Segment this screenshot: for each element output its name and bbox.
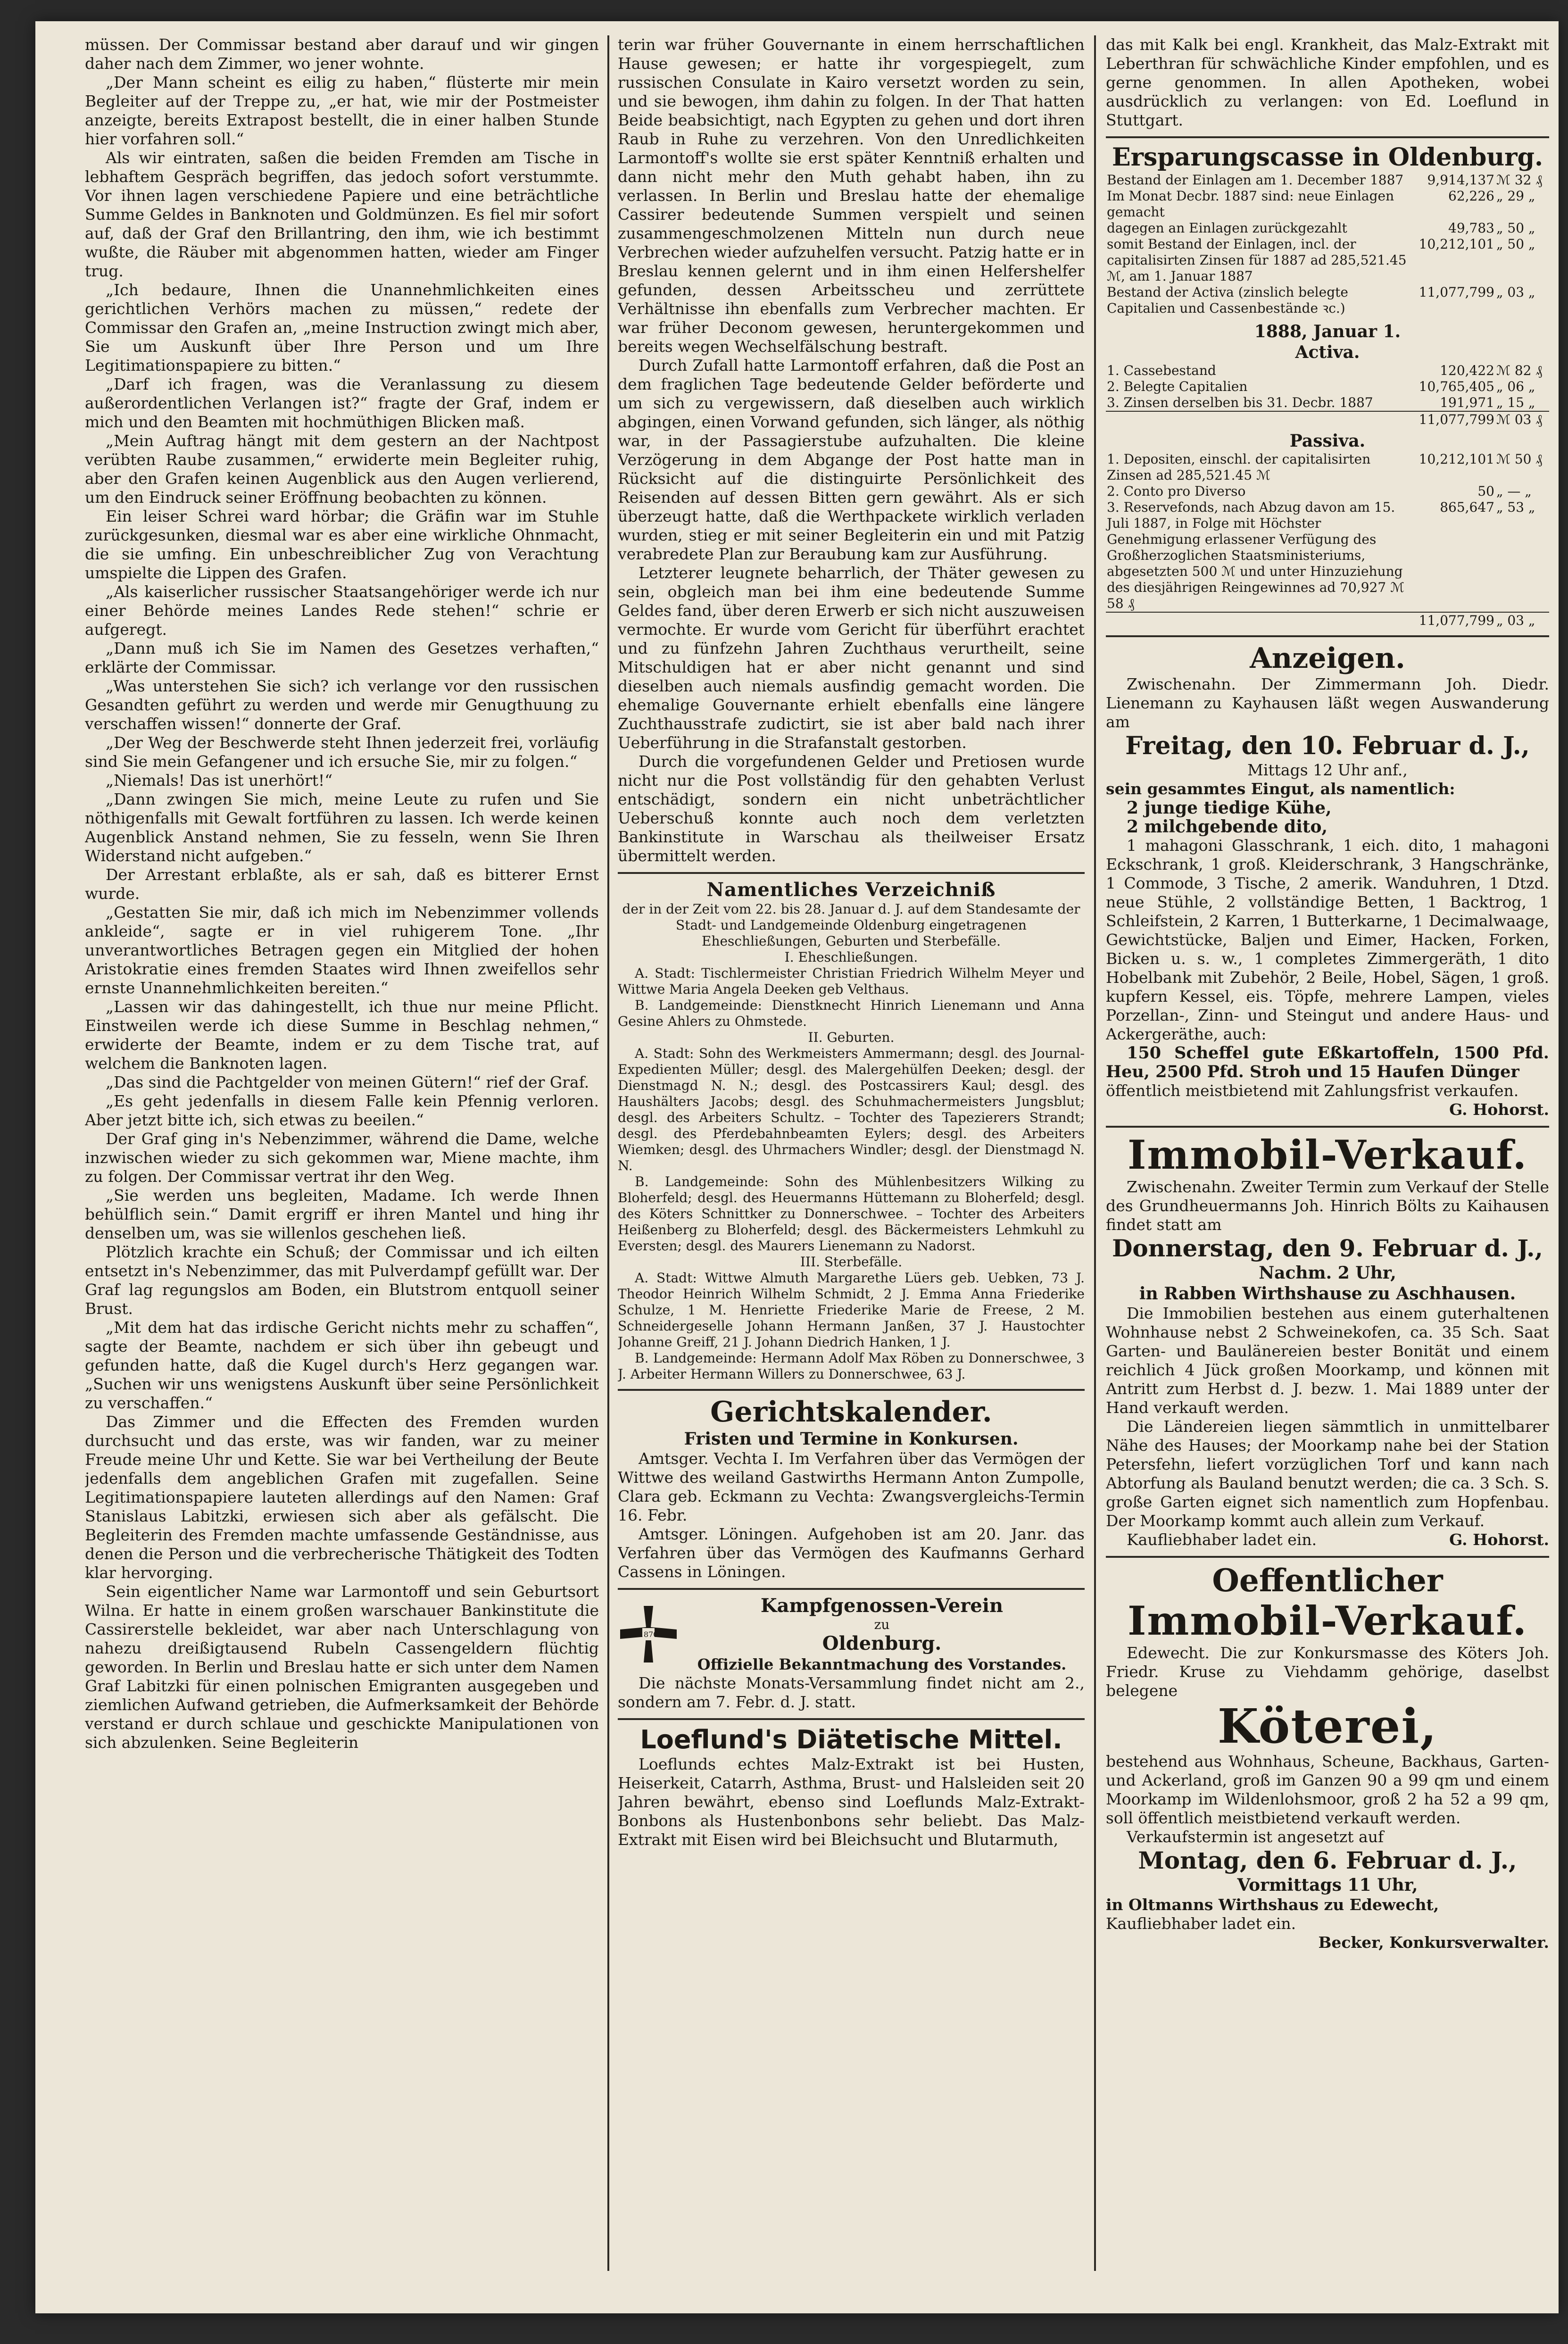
property-sale-signature: G. Hohorst. <box>1449 1530 1549 1549</box>
public-heading: Oeffentlicher <box>1212 1562 1443 1599</box>
property-description: bestehend aus Wohnhaus, Scheune, Backhaus, Garten- und Ackerland, groß im Ganzen 90 a 99 qm und einem Moorkamp im Wildenlohsmoor, groß 2 ha 52 a 99 qm, soll öffentlich meistbietend verkauft werden. <box>1106 1752 1549 1827</box>
story-paragraph: Ein leiser Schrei ward hörbar; die Gräfin war im Stuhle zurückgesunken, diesmal war es aber eine wirkliche Ohnmacht, die sie umfing. Ein unbeschreiblicher Zug von Verachtung umspielte die Lippen des Grafen. <box>85 507 599 582</box>
finance-label: 3. Reservefonds, nach Abzug davon am 15. Juli 1887, in Folge mit Höchster Genehmigung erlassener Verfügung des Großherzoglichen Staatsministeriums, abgesetzten 500 ℳ und unter Hinzuziehung des diesjährigen Reingewinnes ad 70,927 ℳ 58 ₰ <box>1107 499 1405 611</box>
property-sale-place: in Rabben Wirthshause zu Aschhausen. <box>1139 1284 1516 1304</box>
finance-unit: ℳ 50 ₰ <box>1496 451 1543 467</box>
koeterei-heading: Köterei, <box>1217 1698 1438 1754</box>
register-entry: A. Stadt: Tischlermeister Christian Friedrich Wilhelm Meyer und Wittwe Maria Angela Deeken geb Velthaus. <box>618 965 1085 997</box>
register-section-deaths: III. Sterbefälle. <box>800 1254 903 1270</box>
finance-label: 2. Belegte Capitalien <box>1107 379 1248 394</box>
story-paragraph: Letzterer leugnete beharrlich, der Thäter gewesen zu sein, obgleich man bei ihm eine bedeutende Summe Geldes fand, über deren Erwerb er sich nicht auszuweisen vermochte. Er wurde vom Gericht für überführt erachtet und zu fünfzehn Jahren Zuchthaus verurtheilt, seine Mitschuldigen hat er aber nicht genannt und sind dieselben auch niemals ausfindig gemacht worden. Die ehemalige Gouvernante erhielt ebenfalls eine längere Zuchthausstrafe zudictirt, sie ist aber bald nach ihrer Ueberführung in die Strafanstalt gestorben. <box>618 564 1085 752</box>
finance-label: dagegen an Einlagen zurückgezahlt <box>1107 220 1347 236</box>
finance-amount: 50 <box>1477 483 1494 499</box>
sale-invite-2: Kaufliebhaber ladet ein. <box>1106 1914 1296 1933</box>
finance-row <box>1106 284 1549 316</box>
register-entry: B. Landgemeinde: Hermann Adolf Max Röben zu Donnerschwee, 3 J. Arbeiter Hermann Willers zu Donnerschwee, 63 J. <box>618 1350 1085 1382</box>
story-paragraph: müssen. Der Commissar bestand aber darauf und wir gingen daher nach dem Zimmer, wo jener wohnte. <box>85 35 599 73</box>
story-paragraph: „Dann muß ich Sie im Namen des Gesetzes verhaften,“ erklärte der Commissar. <box>85 639 599 676</box>
register-entry: B. Landgemeinde: Dienstknecht Hinrich Lienemann und Anna Gesine Ahlers zu Ohmstede. <box>618 997 1085 1029</box>
court-entry: Amtsger. Löningen. Aufgehoben ist am 20. Janr. das Verfahren über das Vermögen des Kaufmanns Gerhard Cassens in Löningen. <box>618 1525 1085 1581</box>
veterans-title: Kampfgenossen-Verein <box>760 1595 1004 1617</box>
story-paragraph: „Ich bedaure, Ihnen die Unannehmlichkeiten eines gerichtlichen Verhörs machen zu müssen,“ redete der Commissar den Grafen an, „meine Instruction zwingt mich aber, Sie um Auskunft über Ihre Person und um Ihre Legitimationspapiere zu bitten.“ <box>85 281 599 374</box>
court-entry: Amtsger. Vechta I. Im Verfahren über das Vermögen der Wittwe des weiland Gastwirths Hermann Anton Zumpolle, Clara geb. Eckmann zu Vechta: Zwangsvergleichs-Termin 16. Febr. <box>618 1449 1085 1524</box>
finance-amount: 10,765,405 <box>1419 379 1494 394</box>
column-rule <box>607 35 609 2271</box>
story-paragraph: „Mit dem hat das irdische Gericht nichts mehr zu schaffen“, sagte der Beamte, nachdem er sich über ihn gebeugt und gefunden hatte, daß die Kugel durch's Herz gegangen war. „Suchen wir uns wenigstens Auskunft über seine Persönlichkeit zu verschaffen.“ <box>85 1318 599 1412</box>
finance-unit: „ 06 „ <box>1496 379 1535 394</box>
civil-register-notice <box>618 879 1085 1382</box>
finance-label: somit Bestand der Einlagen, incl. der capitalisirten Zinsen für 1887 ad 285,521.45 ℳ, am 1. Januar 1887 <box>1107 236 1407 284</box>
court-calendar-title: Gerichtskalender. <box>710 1396 992 1429</box>
story-paragraph: Durch Zufall hatte Larmontoff erfahren, daß die Post an dem fraglichen Tage bedeutende Gelder beförderte und um sich zu vergewissern, daß dieselben auch wirklich abgingen, einen Vorwand gefunden, sich länger, als nöthig war, in der Passagierstube aufzuhalten. Die kleine Verzögerung in dem Abgange der Post hatte man in Rücksicht auf die distinguirte Persönlichkeit des Reisenden auf dessen Bitten gern gewährt. Als er sich überzeugt hatte, daß die Werthpackete wirklich verladen wurden, stieg er mit seiner Begleiterin ein und mit Patzig verabredete Plan zur Beraubung kam zur Ausführung. <box>618 356 1085 563</box>
finance-amount: 120,422 <box>1440 363 1494 378</box>
property-sale-text: Die Immobilien bestehen aus einem guterhaltenen Wohnhause nebst 2 Schweinekofen, ca. 35 Sch. Saat Garten- und Baulänereien bester Bonität und einem reichlich 4 Jück großen Moorkamp, und können mit Antritt zum Herbst d. J. bezw. 1. Mai 1889 unter der Hand verkauft werden. <box>1106 1304 1549 1417</box>
sale-signature-2: Becker, Konkursverwalter. <box>1318 1933 1549 1952</box>
column-story-part1 <box>85 35 599 2261</box>
finance-unit: „ 15 „ <box>1496 395 1535 410</box>
finance-row <box>1106 612 1549 629</box>
story-continuation <box>618 35 1085 865</box>
auction-date: Freitag, den 10. Februar d. J., <box>1125 731 1530 760</box>
finance-amount: 11,077,799 <box>1419 412 1494 427</box>
finance-amount: 865,647 <box>1440 499 1494 515</box>
auction-list: 1 mahagoni Glasschrank, 1 eich. dito, 1 mahagoni Eckschrank, 1 groß. Kleiderschrank, 3 Hangschränke, 1 Commode, 3 Tische, 2 amerik. Wanduhren, 1 Dtzd. neue Stühle, 2 vollständige Betten, 1 Backtrog, 1 Schleifstein, 2 Karren, 1 Butterkarne, 1 Decimalwaage, Gewichtstücke, Baljen und Eimer, Hacken, Forken, Bicken u. s. w., 1 completes Zimmergeräth, 1 dito Hobelbank mit Zubehör, 2 Beile, Hobel, Sägen, 1 groß. kupfern Kessel, eis. Töpfe, mehrere Lampen, vieles Porzellan-, Zinn- und Steingut und andere Haus- und Ackergeräthe, auch: <box>1106 836 1549 1043</box>
finance-label: 1. Depositen, einschl. der capitalisirten Zinsen ad 285,521.45 ℳ <box>1107 451 1371 483</box>
story-paragraph: Durch die vorgefundenen Gelder und Pretiosen wurde nicht nur die Post vollständig für den gehabten Verlust entschädigt, sondern ein nicht unbeträchtlicher Ueberschuß konnte auch noch dem verletzten Bankinstitute in Warschau als theilweiser Ersatz übermittelt werden. <box>618 752 1085 865</box>
property-sale-invite: Kaufliebhaber ladet ein. <box>1127 1530 1317 1549</box>
savings-bank-statement <box>1106 143 1549 629</box>
finance-unit: ℳ 82 ₰ <box>1496 363 1543 378</box>
register-entry: A. Stadt: Wittwe Almuth Margarethe Lüers geb. Uebken, 73 J. Theodor Heinrich Wilhelm Schmidt, 2 J. Emma Anna Friederike Schulze, 1 M. Henriette Friederike Marie de Freese, 2 M. Schneidergeselle Johann Hermann Janßen, 37 J. Haustochter Johanne Greiff, 21 J. Johann Diedrich Hanken, 1 J. <box>618 1270 1085 1350</box>
auction-intro: Zwischenahn. Der Zimmermann Joh. Diedr. Lienemann zu Kayhausen läßt wegen Auswanderung am <box>1106 675 1549 731</box>
finance-row <box>1106 363 1549 379</box>
finance-unit: „ 53 „ <box>1496 499 1535 515</box>
register-intro: der in der Zeit vom 22. bis 28. Januar d. J. auf dem Standesamte der Stadt- und Landgemeinde Oldenburg eingetragenen Eheschließungen, Geburten und Sterbefälle. <box>622 901 1080 949</box>
story-paragraph: „Der Mann scheint es eilig zu haben,“ flüsterte mir mein Begleiter auf der Treppe zu, „er hat, wie mir der Postmeister anzeigte, bereits Extrapost bestellt, die in einer halben Stunde hier vorfahren soll.“ <box>85 73 599 148</box>
finance-unit: „ 03 „ <box>1496 284 1535 300</box>
story-paragraph: Als wir eintraten, saßen die beiden Fremden am Tische in lebhaftem Gespräch begriffen, das jedoch sofort verstummte. Vor ihnen lagen verschiedene Papiere und eine beträchtliche Summe Geldes in Banknoten und Goldmünzen. Es fiel mir sofort auf, daß der Graf den Brillantring, den ihm, wie ich bestimmt wußte, die Räuber mit abgenommen hatten, wieder am Finger trug. <box>85 149 599 280</box>
finance-row <box>1106 236 1549 284</box>
story-paragraph: „Dann zwingen Sie mich, meine Leute zu rufen und Sie nöthigenfalls mit Gewalt fortführen zu lassen. Ich werde keinen Augenblick Anstand nehmen, Sie zu fesseln, wenn Sie Ihren Widerstand nicht aufgeben.“ <box>85 790 599 865</box>
finance-amount: 10,212,101 <box>1419 451 1494 467</box>
register-section-marriages: I. Eheschließungen. <box>784 949 918 965</box>
finance-label: 1. Cassebestand <box>1107 363 1216 378</box>
story-paragraph: „Gestatten Sie mir, daß ich mich im Nebenzimmer vollends ankleide“, sagte er in viel ruhigerem Tone. „Ihr unverantwortliches Betragen gegen ein Mitglied der hohen Aristokratie eines fremden Staates wird Ihnen zweifellos sehr ernste Unannehmlichkeiten bereiten.“ <box>85 903 599 997</box>
finance-amount: 49,783 <box>1448 220 1494 236</box>
story-paragraph: Sein eigentlicher Name war Larmontoff und sein Geburtsort Wilna. Er hatte in einem großen warschauer Bankinstitute die Cassirerstelle bekleidet, war aber nach Unterschlagung von nahezu dreißigtausend Rubeln Cassengeldern flüchtig geworden. In Berlin und Breslau hatte er sich unter dem Namen Graf Labitzki für einen polnischen Emigranten ausgegeben und ziemlichen Aufwand getrieben, die Aufmerksamkeit der Behörde verstand er durch schlaue und geschickte Manipulationen von sich abzulenken. Seine Begleiterin <box>85 1582 599 1752</box>
register-entry: A. Stadt: Sohn des Werkmeisters Ammermann; desgl. des Journal-Expedienten Müller; desgl. des Malergehülfen Deeken; desgl. der Dienstmagd N. N.; desgl. des Postcassirers Kaul; desgl. des Haushälters Jacobs; desgl. des Schuhmachermeisters Jungsblut; desgl. des Arbeiters Schultz. – Tochter des Tapezierers Strandt; desgl. des Pferdebahnbeamten Eylers; desgl. des Arbeiters Wiemken; desgl. des Uhrmachers Windler; desgl. der Dienstmagd N. N. <box>618 1046 1085 1173</box>
veterans-subtitle: Offizielle Bekanntmachung des Vorstandes. <box>697 1655 1067 1673</box>
story-paragraph: Plötzlich krachte ein Schuß; der Commissar und ich eilten entsetzt in's Nebenzimmer, das mit Pulverdampf gefüllt war. Der Graf lag regungslos am Boden, ein Blutstrom entquoll seiner Brust. <box>85 1243 599 1318</box>
finance-row <box>1106 395 1549 411</box>
sale-time-2: Vormittags 11 Uhr, <box>1237 1875 1418 1895</box>
finance-amount: 62,226 <box>1448 188 1494 204</box>
auction-end: öffentlich meistbietend mit Zahlungsfrist verkaufen. <box>1106 1081 1519 1100</box>
story-paragraph: „Das sind die Pachtgelder von meinen Gütern!“ rief der Graf. <box>106 1073 589 1091</box>
finance-row <box>1106 379 1549 395</box>
sale-date-2: Montag, den 6. Februar d. J., <box>1138 1846 1517 1874</box>
property-sale-notice-2 <box>1106 1563 1549 1952</box>
finance-unit: „ 03 „ <box>1496 613 1535 628</box>
court-calendar <box>618 1396 1085 1581</box>
finance-label <box>1106 612 1418 629</box>
story-paragraph: „Lassen wir das dahingestellt, ich thue nur meine Pflicht. Einstweilen werde ich diese Summe in Beschlag nehmen,“ erwiderte der Beamte, indem er zu dem Tische trat, auf welchem die Banknoten lagen. <box>85 997 599 1072</box>
auction-signature: G. Hohorst. <box>1449 1100 1549 1119</box>
loeflund-advert <box>618 1725 1085 1849</box>
loeflund-continued: das mit Kalk bei engl. Krankheit, das Malz-Extrakt mit Leberthran für schwächliche Kinder empfohlen, und es gerne genommen. In allen Apotheken, wobei ausdrücklich zu verlangen: von Ed. Loeflund in Stuttgart. <box>1106 35 1549 129</box>
passiva-heading: Passiva. <box>1289 431 1366 451</box>
savings-bank-title: Ersparungscasse in Oldenburg. <box>1112 143 1543 172</box>
property-sale-text: Die Ländereien liegen sämmtlich in unmittelbarer Nähe des Hauses; der Moorkamp nahe bei der Station Petersfehn, liefert vorzüglichen Torf und kann nach Abtorfung als Bauland benutzt werden; die ca. 3 Sch. S. große Garten eignet sich namentlich zum Hopfenbau. Der Moorkamp kommt auch allein zum Verkauf. <box>1106 1417 1549 1530</box>
property-sale-title: Immobil-Verkauf. <box>1128 1131 1527 1178</box>
story-paragraph: „Was unterstehen Sie sich? ich verlange vor den russischen Gesandten geführt zu werden und werde mir Genugthuung zu verschaffen wissen!“ donnerte der Graf. <box>85 677 599 733</box>
story-paragraph: Das Zimmer und die Effecten des Fremden wurden durchsucht und das erste, was wir fanden, war zu meiner Freude meine Uhr und Kette. Sie war bei Vertheilung der Beute jedenfalls dem angeblichen Grafen mit zugefallen. Seine Legitimationspapiere lauteten allerdings auf den Namen: Graf Stanislaus Labitzki, erwiesen sich aber als gefälscht. Die Begleiterin des Fremden machte umfassende Geständnisse, aus denen die Person und die verbrecherische Thätigkeit des Todten klar hervorging. <box>85 1413 599 1582</box>
story-paragraph: „Sie werden uns begleiten, Madame. Ich werde Ihnen behülflich sein.“ Damit ergriff er ihren Mantel und hing ihr denselben um, was sie willenlos geschehen ließ. <box>85 1186 599 1242</box>
svg-text:1870: 1870 <box>639 1630 658 1639</box>
auction-notice <box>1106 642 1549 1119</box>
finance-amount: 10,212,101 <box>1419 236 1494 252</box>
finance-unit: „ 29 „ <box>1496 188 1535 204</box>
finance-unit: ℳ 32 ₰ <box>1496 172 1543 188</box>
finance-label: 3. Zinsen derselben bis 31. Decbr. 1887 <box>1107 395 1373 410</box>
finance-label: Bestand der Activa (zinslich belegte Capitalien und Cassenbestände ꝛc.) <box>1107 284 1348 316</box>
loeflund-title: Loeflund's Diätetische Mittel. <box>640 1725 1062 1754</box>
adverts-heading: Anzeigen. <box>1250 642 1405 675</box>
finance-label <box>1106 411 1408 428</box>
finance-row <box>1106 411 1549 428</box>
property-sale-notice-1 <box>1106 1132 1549 1549</box>
passiva-table <box>1106 451 1549 629</box>
story-paragraph: „Der Weg der Beschwerde steht Ihnen jederzeit frei, vorläufig sind Sie mein Gefangener und ich ersuche Sie, mir zu folgen.“ <box>85 733 599 771</box>
story-paragraph: „Als kaiserlicher russischer Staatsangehöriger werde ich nur einer Behörde meines Landes Rede stehen!“ schrie er aufgeregt. <box>85 582 599 639</box>
column-middle <box>618 35 1085 2271</box>
finance-label: Bestand der Einlagen am 1. December 1887 <box>1107 172 1404 188</box>
veterans-text: Die nächste Monats-Versammlung findet nicht am 2., sondern am 7. Febr. d. J. statt. <box>618 1674 1085 1711</box>
sale-date-lead: Verkaufstermin ist angesetzt auf <box>1127 1828 1384 1846</box>
finance-amount: 11,077,799 <box>1419 284 1494 300</box>
activa-heading: Activa. <box>1295 342 1360 362</box>
auction-lead: sein gesammtes Eingut, als namentlich: <box>1106 780 1455 798</box>
finance-row <box>1106 172 1549 188</box>
story-paragraph: „Darf ich fragen, was die Veranlassung zu diesem außerordentlichen Verlangen ist?“ fragte der Graf, indem er mich und den Beamten mit hochmüthigen Blicken maß. <box>85 375 599 431</box>
auction-produce: 150 Scheffel gute Eßkartoffeln, 1500 Pfd. Heu, 2500 Pfd. Stroh und 15 Haufen Dünger <box>1106 1043 1549 1081</box>
property-sale-title-2: Immobil-Verkauf. <box>1128 1597 1527 1644</box>
story-paragraph: „Niemals! Das ist unerhört!“ <box>106 771 333 790</box>
finance-unit: „ 50 „ <box>1496 236 1535 252</box>
story-paragraph: „Mein Auftrag hängt mit dem gestern an der Nachtpost verübten Raube zusammen,“ erwiderte mein Begleiter ruhig, aber den Grafen keinen Augenblick aus den Augen verlierend, um den Eindruck seiner Eröffnung beobachten zu können. <box>85 432 599 507</box>
property-sale-time: Nachm. 2 Uhr, <box>1259 1263 1396 1283</box>
finance-unit: „ — „ <box>1496 483 1532 499</box>
story-paragraph: terin war früher Gouvernante in einem herrschaftlichen Hause gewesen; er hatte ihr vorgespiegelt, zum russischen Consulate in Kairo versetzt worden zu sein, und sie bewogen, ihm dahin zu folgen. In der That hatten Beide beabsichtigt, nach Egypten zu gehen und dort ihren Raub in Ruhe zu verzehren. Von den Unredlichkeiten Larmontoff's wollte sie erst später Kenntniß erhalten und dann nicht mehr den Muth gehabt haben, ihn zu verlassen. In Berlin und Breslau hatte der ehemalige Cassirer bedeutende Summen verspielt und seinen zusammengeschmolzenen Mitteln nun durch neue Verbrechen wieder aufzuhelfen versucht. Patzig hatte er in Breslau kennen gelernt und in ihm einen Helfershelfer gefunden, dessen Arbeitsscheu und zerrüttete Verhältnisse ihn ebenfalls zum Verbrecher machten. Er war früher Deconom gewesen, heruntergekommen und bereits wegen Wechselfälschung bestraft. <box>618 35 1085 356</box>
finance-label: Im Monat Decbr. 1887 sind: neue Einlagen gemacht <box>1107 188 1394 220</box>
finance-amount: 191,971 <box>1440 395 1494 410</box>
auction-time: Mittags 12 Uhr anf., <box>1247 761 1408 779</box>
auction-item: 2 milchgebende dito, <box>1127 817 1328 837</box>
finance-label: 2. Conto pro Diverso <box>1107 483 1246 499</box>
property-sale-date: Donnerstag, den 9. Februar d. J., <box>1112 1234 1543 1262</box>
sale-place-2: in Oltmanns Wirthshaus zu Edewecht, <box>1106 1895 1439 1914</box>
column-rule <box>1094 35 1096 2271</box>
statement-date: 1888, Januar 1. <box>1254 322 1401 341</box>
register-title: Namentliches Verzeichniß <box>706 879 996 901</box>
iron-cross-icon <box>618 1604 679 1665</box>
story-paragraph: Der Graf ging in's Nebenzimmer, während die Dame, welche inzwischen wieder zu sich gekommen war, Miene machte, ihm zu folgen. Der Commissar vertrat ihr den Weg. <box>85 1130 599 1186</box>
veterans-city: Oldenburg. <box>822 1632 942 1654</box>
finance-unit: „ 50 „ <box>1496 220 1535 236</box>
finance-row <box>1106 188 1549 220</box>
register-entry: B. Landgemeinde: Sohn des Mühlenbesitzers Wilking zu Bloherfeld; desgl. des Heuermanns Hüttemann zu Bloherfeld; desgl. des Köters Schnittker zu Donnerschwee. – Tochter des Arbeiters Heißenberg zu Bloherfeld; desgl. des Bäckermeisters Lehmkuhl zu Eversten; desgl. des Maurers Lienemann zu Nadorst. <box>618 1174 1085 1254</box>
story-paragraph: Der Arrestant erblaßte, als er sah, daß es bitterer Ernst wurde. <box>85 865 599 903</box>
property-sale-intro-2: Edewecht. Die zur Konkursmasse des Köters Joh. Friedr. Kruse zu Viehdamm gehörige, daselbst belegene <box>1106 1644 1549 1700</box>
court-calendar-subtitle: Fristen und Termine in Konkursen. <box>684 1429 1019 1449</box>
savings-bank-table <box>1106 172 1549 316</box>
finance-unit: ℳ 03 ₰ <box>1496 412 1543 427</box>
property-sale-intro: Zwischenahn. Zweiter Termin zum Verkauf der Stelle des Grundheuermanns Joh. Hinrich Bölts zu Kaihausen findet statt am <box>1106 1178 1549 1234</box>
finance-row <box>1106 220 1549 236</box>
story-paragraph: „Es geht jedenfalls in diesem Falle kein Pfennig verloren. Aber jetzt bitte ich, sich etwas zu beeilen.“ <box>85 1092 599 1129</box>
finance-row <box>1106 499 1549 612</box>
finance-amount: 9,914,137 <box>1427 172 1494 188</box>
finance-amount: 11,077,799 <box>1419 613 1494 628</box>
finance-row <box>1106 451 1549 483</box>
finance-row <box>1106 483 1549 499</box>
column-adverts <box>1106 35 1549 2271</box>
veterans-association-notice: 1870 Kampfgenossen-Verein zu Oldenburg. Offizielle Bekanntmachung des Vorstandes. Die nächste Monats-Versammlung findet nicht am 2., sondern am 7. Febr. d. J. statt. <box>618 1595 1085 1711</box>
loeflund-text: Loeflunds echtes Malz-Extrakt ist bei Husten, Heiserkeit, Catarrh, Asthma, Brust- und Halsleiden seit 20 Jahren bewährt, ebenso sind Loeflunds Malz-Extrakt-Bonbons als Hustenbonbons sehr beliebt. Das Malz-Extrakt mit Eisen wird bei Bleichsucht und Blutarmuth, <box>618 1755 1085 1849</box>
activa-table <box>1106 363 1549 428</box>
register-section-births: II. Geburten. <box>808 1030 895 1045</box>
auction-item: 2 junge tiedige Kühe, <box>1127 798 1332 818</box>
